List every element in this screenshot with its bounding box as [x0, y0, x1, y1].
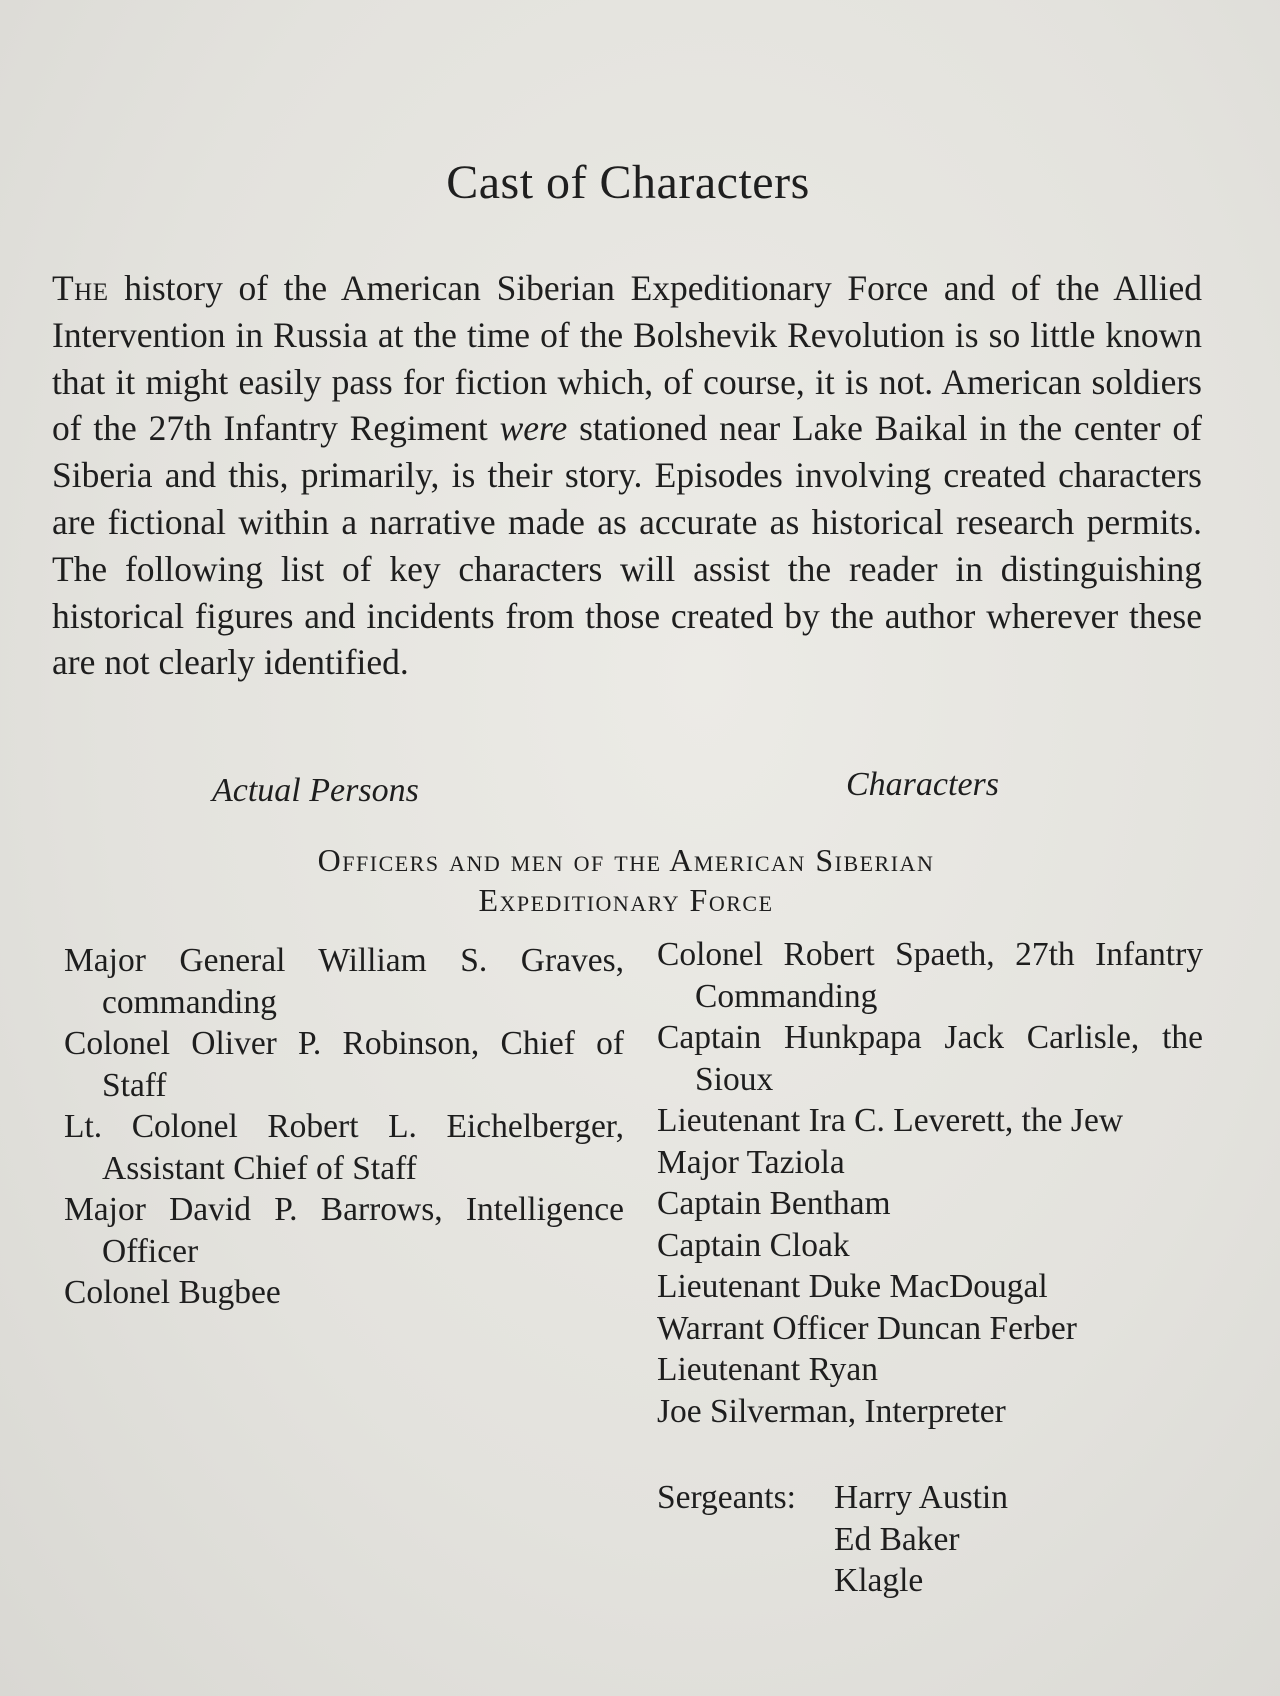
page-title: Cast of Characters — [446, 156, 810, 209]
list-item: Ed Baker — [834, 1520, 960, 1558]
list-item: Colonel Robert Spaeth, 27th Infantry Commanding — [657, 936, 1203, 1015]
list-item: Klagle — [834, 1562, 924, 1599]
list-item: Captain Hunkpapa Jack Carlisle, the Sioux — [657, 1019, 1203, 1098]
intro-text-part1: history of the American Siberian Expeditionary Force and of the Allied Intervention in Russia at the time of the Bolshevik Revolution is so little known that it might easily pass for fiction which, of course, it is not. American soldiers of the 27th Infantry Regiment — [52, 268, 1202, 449]
characters-list — [657, 934, 1203, 1432]
list-item: Major Taziola — [657, 1143, 845, 1181]
list-item: Warrant Officer Duncan Ferber — [657, 1309, 1077, 1347]
list-item: Captain Cloak — [657, 1226, 850, 1264]
list-item: Lieutenant Ryan — [657, 1351, 878, 1388]
list-item: Harry Austin — [834, 1479, 1008, 1516]
intro-paragraph — [52, 265, 1202, 686]
sergeants-label: Sergeants: — [657, 1479, 796, 1516]
section-heading-line2: Expeditionary Force — [478, 882, 774, 918]
list-item: Colonel Bugbee — [64, 1274, 281, 1311]
intro-lead-word: The — [52, 268, 109, 308]
list-item: Major David P. Barrows, Intelligence Officer — [64, 1191, 624, 1270]
list-item: Colonel Oliver P. Robinson, Chief of Staff — [64, 1025, 624, 1104]
list-item: Lieutenant Duke MacDougal — [657, 1268, 1048, 1305]
list-item: Captain Bentham — [657, 1185, 891, 1222]
intro-text-part2: stationed near Lake Baikal in the center of Siberia and this, primarily, is their story. Episodes involving created characters are fictional within a narrative made as accurate as historical research permits. The following list of key characters will assist the reader in distinguishing historical figures and incidents from those created by the author wherever these are not clearly identified. — [52, 408, 1202, 683]
list-item: Joe Silverman, Interpreter — [657, 1392, 1006, 1430]
list-item: Lt. Colonel Robert L. Eichelberger, Assistant Chief of Staff — [64, 1108, 624, 1187]
column-heading-characters: Characters — [846, 766, 999, 803]
column-heading-actual-persons: Actual Persons — [212, 772, 419, 809]
actual-persons-list — [64, 940, 624, 1314]
intro-emphasis: were — [499, 408, 568, 449]
section-heading-line1: Officers and men of the American Siberian — [317, 842, 935, 878]
list-item: Major General William S. Graves, commanding — [64, 942, 624, 1021]
list-item: Lieutenant Ira C. Leverett, the Jew — [657, 1102, 1124, 1139]
sergeants-names-list — [834, 1477, 1008, 1602]
